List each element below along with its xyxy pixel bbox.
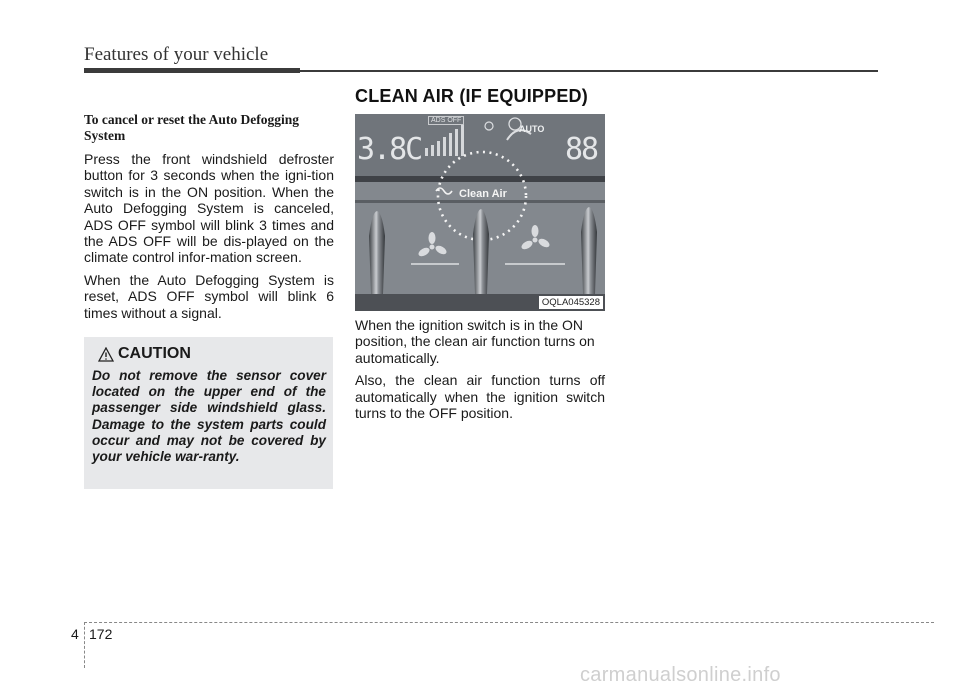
caution-text: Do not remove the sensor cover located on the upper end of the passenger side windshield glass. Damage to the system parts could occur and may not be covered by your vehicle war-ranty. (92, 368, 326, 465)
watermark: carmanualsonline.info (580, 664, 781, 686)
paragraph-clean-air-off: Also, the clean air function turns off automatically when the ignition switch turns to the OFF position. (355, 372, 605, 422)
right-column (355, 317, 605, 427)
header-title: Features of your vehicle (84, 44, 269, 65)
footer-rule (84, 622, 934, 623)
auto-label: AUTO (519, 124, 545, 134)
header-bar (84, 68, 300, 73)
subhead-cancel-reset: To cancel or reset the Auto Defogging System (84, 112, 299, 143)
page-number: 172 (89, 626, 113, 642)
temperature-right-readout: 88 (565, 132, 598, 167)
paragraph-cancel: Press the front windshield defroster button for 3 seconds when the igni-tion switch is in the ON position. When the Auto Defogging System is canceled, ADS OFF symbol will blink 3 times and the ADS OFF will be dis-played on the climate control infor-mation screen. (84, 151, 334, 266)
paragraph-reset: When the Auto Defogging System is reset, ADS OFF symbol will blink 6 times without a signal. (84, 271, 334, 321)
climate-control-figure (355, 114, 605, 311)
left-column (84, 112, 334, 327)
caution-heading: CAUTION (118, 345, 191, 362)
footer-divider (84, 622, 85, 668)
section-title: CLEAN AIR (IF EQUIPPED) (355, 86, 588, 106)
temperature-left-readout: 3.8C (357, 132, 422, 167)
caution-box (84, 337, 333, 489)
warning-triangle-icon (98, 347, 114, 362)
figure-code: OQLA045328 (539, 296, 603, 309)
ads-off-label: ADS OFF (428, 116, 464, 125)
chapter-number: 4 (71, 626, 79, 642)
paragraph-clean-air-on: When the ignition switch is in the ON position, the clean air function turns on automatically. (355, 317, 595, 366)
clean-air-label: Clean Air (459, 188, 507, 200)
header-rule (300, 70, 878, 72)
